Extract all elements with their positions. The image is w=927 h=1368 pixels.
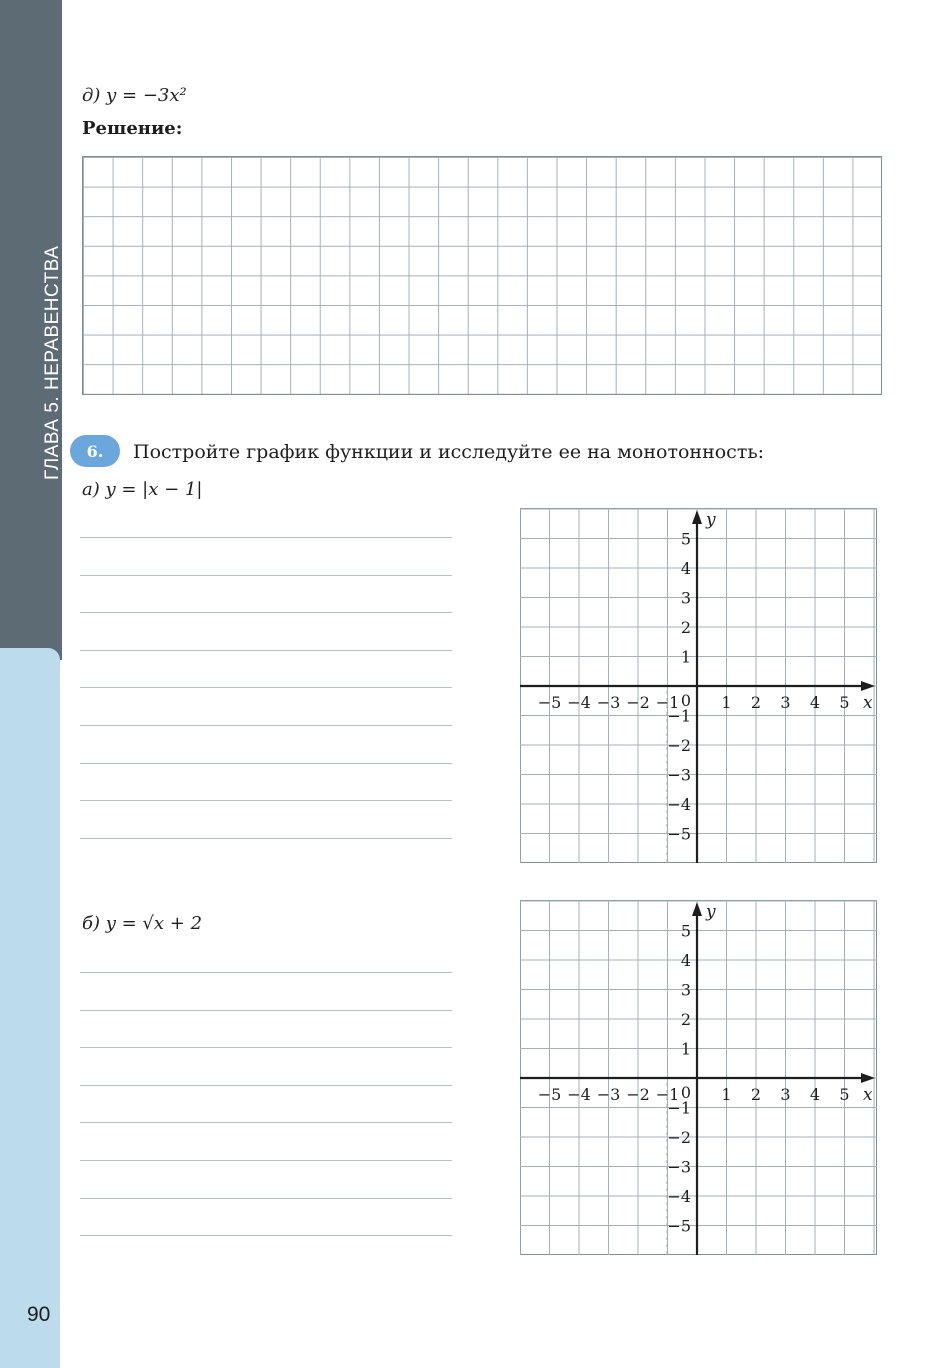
y-tick-label: −4: [667, 795, 691, 814]
x-tick-label: −1: [655, 1085, 680, 1104]
chapter-title: ГЛАВА 5. НЕРАВЕНСТВА: [42, 245, 63, 480]
x-tick-label: 2: [750, 693, 762, 712]
answer-line: [80, 800, 452, 801]
answer-line: [80, 838, 452, 839]
y-tick-label: 2: [680, 618, 691, 637]
answer-line: [80, 1122, 452, 1123]
y-tick-label: 3: [680, 588, 691, 608]
y-tick-label: −2: [667, 1128, 691, 1147]
answer-line: [80, 1198, 452, 1199]
task-6b-label: б) y = √x + 2: [82, 913, 203, 934]
x-tick-label: 5: [839, 1085, 850, 1104]
task-number-badge: 6.: [70, 435, 120, 467]
y-tick-label: 5: [680, 921, 691, 941]
origin-label: 0: [680, 1083, 691, 1102]
y-tick-label: −3: [667, 765, 691, 785]
page-number: 90: [27, 1303, 51, 1326]
task-d-label: д) y = −3x²: [82, 85, 187, 106]
x-tick-label: −3: [596, 693, 621, 712]
solution-grid[interactable]: [82, 156, 882, 395]
origin-label: 0: [680, 691, 691, 710]
y-tick-label: −1: [667, 1098, 691, 1118]
x-axis-arrow: [861, 681, 875, 691]
task-6a-label: а) y = |x − 1|: [82, 479, 203, 500]
x-tick-label: 4: [809, 693, 821, 712]
x-axis-arrow: [861, 1073, 875, 1083]
answer-line: [80, 650, 452, 651]
y-axis-label: y: [706, 510, 716, 530]
y-tick-label: −5: [667, 824, 691, 844]
y-tick-label: 1: [680, 647, 691, 667]
x-tick-label: −3: [596, 1085, 621, 1104]
sidebar-light-strip: [0, 648, 60, 1368]
y-tick-label: −4: [667, 1187, 691, 1206]
coordinate-plot-a[interactable]: [520, 508, 877, 863]
answer-line: [80, 1085, 452, 1086]
x-tick-label: 4: [809, 1085, 821, 1104]
y-tick-label: −1: [667, 706, 691, 726]
x-tick-label: −1: [655, 693, 680, 712]
x-tick-label: −5: [537, 693, 562, 712]
x-tick-label: −2: [626, 1085, 650, 1104]
answer-line: [80, 612, 452, 613]
x-tick-label: 2: [750, 1085, 762, 1104]
y-axis-arrow: [692, 510, 702, 524]
y-tick-label: 4: [680, 951, 691, 970]
y-axis-label: y: [706, 902, 716, 922]
answer-line: [80, 1047, 452, 1048]
x-tick-label: 3: [780, 1085, 791, 1104]
answer-line: [80, 537, 452, 538]
coordinate-plot-b[interactable]: [520, 900, 877, 1255]
task-6-prompt: Постройте график функции и исследуйте ее на монотонность:: [133, 441, 765, 463]
x-tick-label: −4: [567, 1085, 591, 1104]
answer-line: [80, 1160, 452, 1161]
answer-line: [80, 1010, 452, 1011]
y-tick-label: 1: [680, 1039, 691, 1059]
x-tick-label: −5: [537, 1085, 562, 1104]
answer-line: [80, 763, 452, 764]
x-axis-label: x: [863, 1085, 873, 1105]
y-tick-label: 4: [680, 559, 691, 578]
x-tick-label: 1: [721, 1085, 732, 1104]
x-tick-label: 3: [780, 693, 791, 712]
x-tick-label: −2: [626, 693, 650, 712]
y-tick-label: −3: [667, 1157, 691, 1177]
answer-line: [80, 1235, 452, 1236]
y-tick-label: 2: [680, 1010, 691, 1029]
answer-line: [80, 972, 452, 973]
x-tick-label: −4: [567, 693, 591, 712]
y-axis-arrow: [692, 902, 702, 916]
solution-label: Решение:: [82, 118, 183, 139]
answer-line: [80, 575, 452, 576]
x-axis-label: x: [863, 693, 873, 713]
y-tick-label: 5: [680, 529, 691, 549]
x-tick-label: 1: [721, 693, 732, 712]
answer-line: [80, 687, 452, 688]
y-tick-label: 3: [680, 980, 691, 1000]
answer-line: [80, 725, 452, 726]
y-tick-label: −5: [667, 1216, 691, 1236]
x-tick-label: 5: [839, 693, 850, 712]
y-tick-label: −2: [667, 736, 691, 755]
